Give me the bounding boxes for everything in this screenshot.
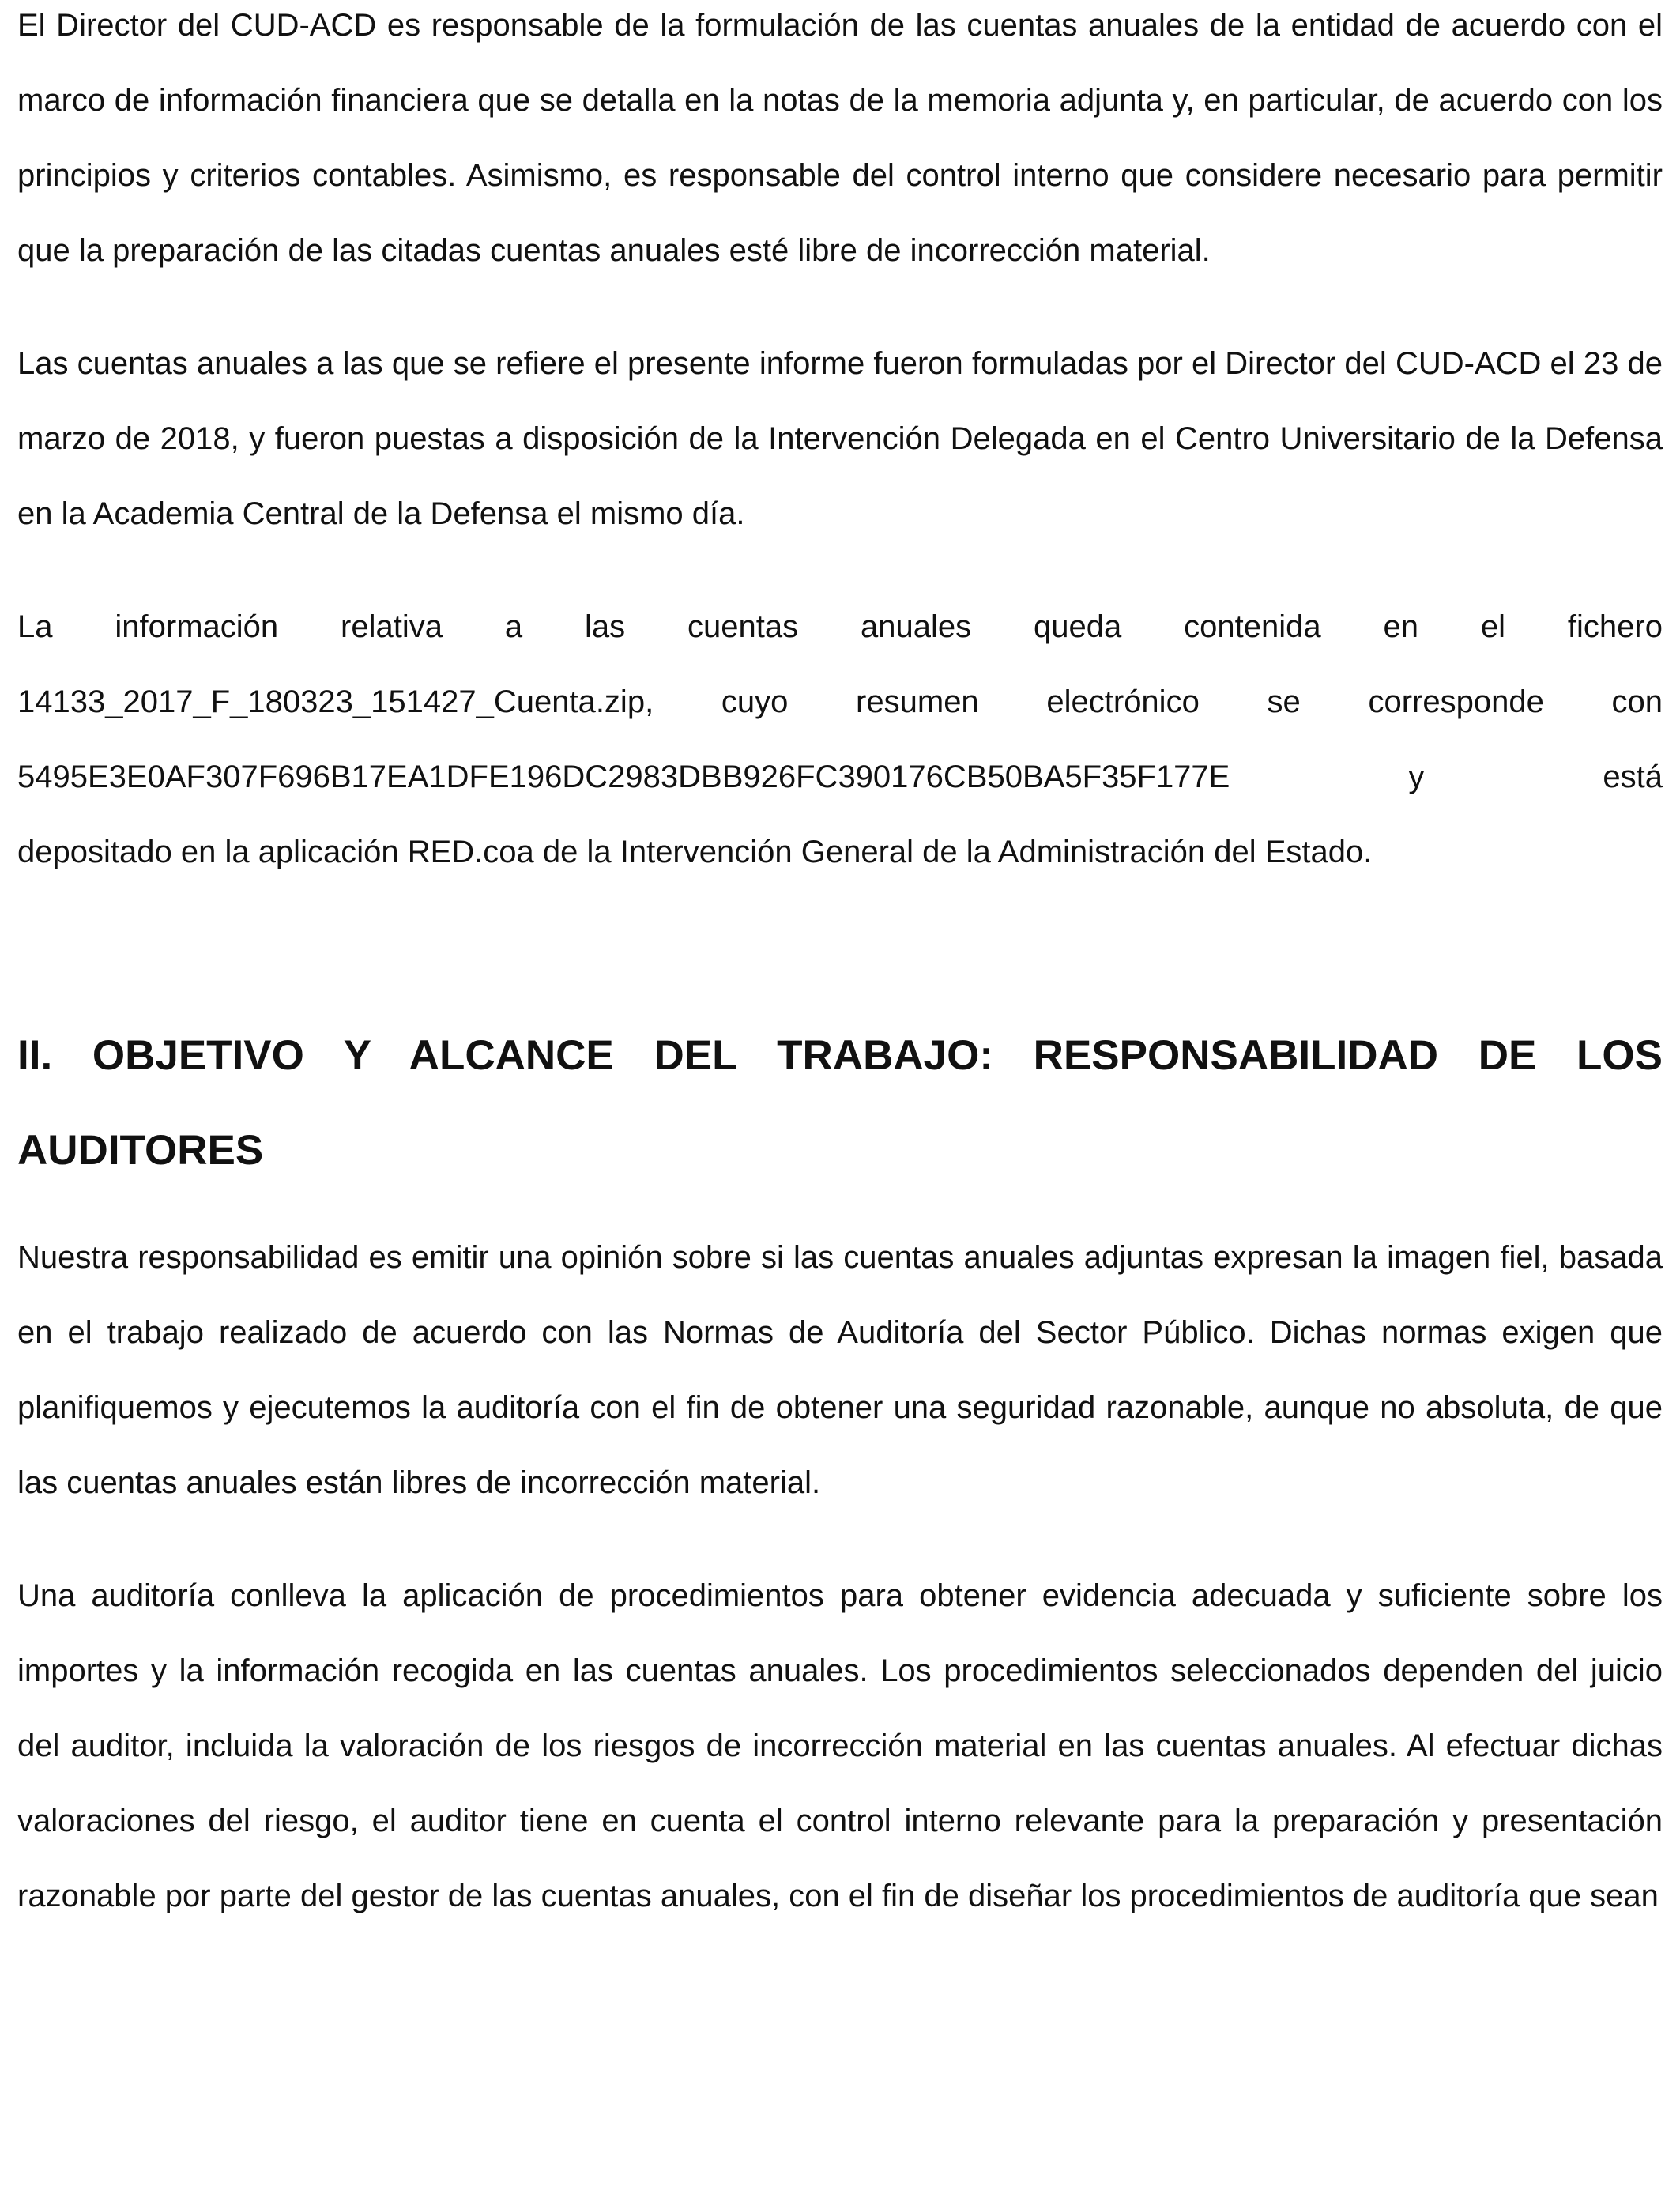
file-info-text: La información relativa a las cuentas anuales queda contenida en el fichero 14133_2017_F_180323_151427_Cuenta.zip, cuyo resumen electrónico se corresponde con xyxy=(17,609,1663,719)
section-heading: II. OBJETIVO Y ALCANCE DEL TRABAJO: RESPONSABILIDAD DE LOS AUDITORES xyxy=(17,1032,1663,1174)
file-deposit-text: depositado en la aplicación RED.coa de la Intervención General de la Administración del Estado. xyxy=(17,835,1373,869)
paragraph-audit-procedures: Una auditoría conlleva la aplicación de procedimientos para obtener evidencia adecuada y suficiente sobre los importes y la información recogida en las cuentas anuales. Los procedimientos seleccionados dependen del juicio del auditor, incluida la valoración de los riesgos de incorrección material en las cuentas anuales. Al efectuar dichas valoraciones del riesgo, el auditor tiene en cuenta el control interno relevante para la preparación y presentación razonable por parte del gestor de las cuentas anuales, con el fin de diseñar los procedimientos de auditoría que sean xyxy=(17,1578,1663,1913)
hash-line xyxy=(17,740,1663,815)
electronic-summary-hash: 5495E3E0AF307F696B17EA1DFE196DC2983DBB926FC390176CB50BA5F35F177E xyxy=(17,760,1230,794)
hash-conjunction: y xyxy=(1408,760,1425,794)
paragraph-file-information xyxy=(17,590,1663,890)
paragraph-accounts-formulation: Las cuentas anuales a las que se refiere el presente informe fueron formuladas por el Director del CUD-ACD el 23 de marzo de 2018, y fueron puestas a disposición de la Intervención Delegada en el Centro Universitario de la Defensa en la Academia Central de la Defensa el mismo día. xyxy=(17,346,1663,531)
document-page xyxy=(17,0,1663,1934)
paragraph-auditor-responsibility: Nuestra responsabilidad es emitir una opinión sobre si las cuentas anuales adjuntas expresan la imagen fiel, basada en el trabajo realizado de acuerdo con las Normas de Auditoría del Sector Público. Dichas normas exigen que planifiquemos y ejecutemos la auditoría con el fin de obtener una seguridad razonable, aunque no absoluta, de que las cuentas anuales están libres de incorrección material. xyxy=(17,1240,1663,1500)
paragraph-director-responsibility: El Director del CUD-ACD es responsable de la formulación de las cuentas anuales de la entidad de acuerdo con el marco de información financiera que se detalla en la notas de la memoria adjunta y, en particular, de acuerdo con los principios y criterios contables. Asimismo, es responsable del control interno que considere necesario para permitir que la preparación de las citadas cuentas anuales esté libre de incorrección material. xyxy=(17,8,1663,268)
hash-verb: está xyxy=(1603,760,1663,794)
